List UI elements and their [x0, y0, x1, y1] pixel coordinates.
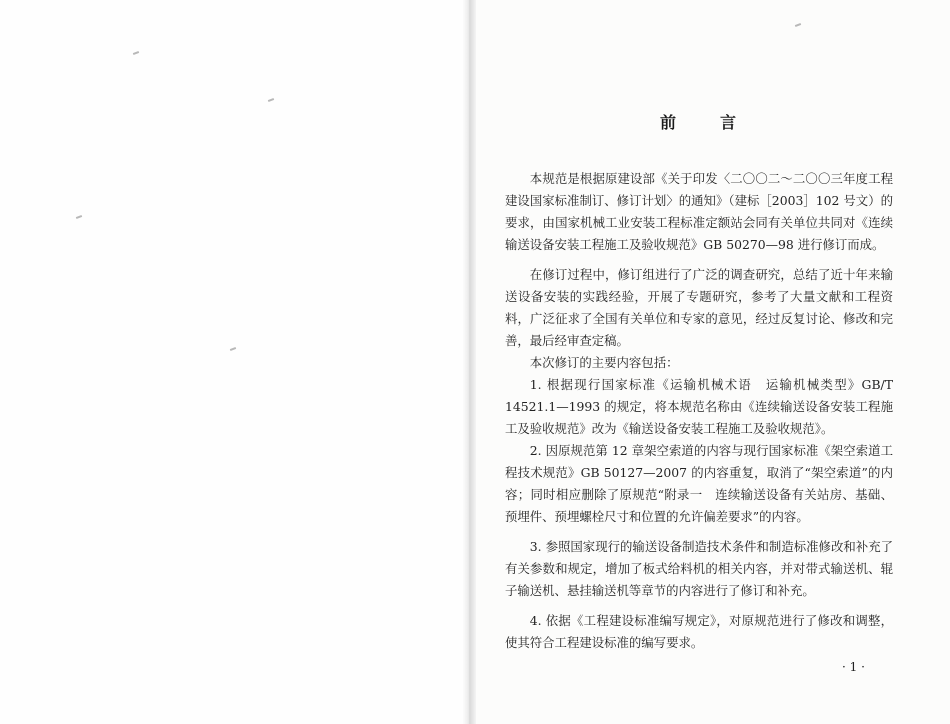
page-title: 前 言 [660, 113, 751, 132]
paragraph-item-4: 4. 依据《工程建设标准编写规定》，对原规范进行了修改和调整，使其符合工程建设标准的编写要求。 [505, 613, 893, 650]
scan-speck [133, 51, 139, 55]
paragraph-process: 在修订过程中，修订组进行了广泛的调查研究，总结了近十年来输送设备安装的实践经验，开展了专题研究，参考了大量文献和工程资料，广泛征求了全国有关单位和专家的意见，经过反复讨论、修改和完善，最后经审查定稿。 [505, 267, 893, 348]
preface-body [505, 168, 893, 654]
paragraph-item-3: 3. 参照国家现行的输送设备制造技术条件和制造标准修改和补充了有关参数和规定，增加了板式给料机的相关内容，并对带式输送机、辊子输送机、悬挂输送机等章节的内容进行了修订和补充。 [505, 539, 893, 598]
scan-speck [268, 98, 274, 102]
page-number: · 1 · [842, 660, 865, 674]
book-gutter [462, 0, 476, 724]
paragraph-intro: 本规范是根据原建设部《关于印发〈二〇〇二～二〇〇三年度工程建设国家标准制订、修订计划〉的通知》（建标［2003］102 号文）的要求，由国家机械工业安装工程标准定额站会同有关单位共同对《连续输送设备安装工程施工及验收规范》GB 50270—98 进行修订而成。 [505, 171, 893, 252]
scan-speck [230, 347, 236, 351]
scan-speck [76, 215, 82, 219]
paragraph-item-2: 2. 因原规范第 12 章架空索道的内容与现行国家标准《架空索道工程技术规范》GB 50127—2007 的内容重复，取消了“架空索道”的内容；同时相应删除了原规范“附录一 连续输送设备有关站房、基础、预埋件、预埋螺栓尺寸和位置的允许偏差要求”的内容。 [505, 443, 893, 524]
scan-speck [795, 23, 801, 27]
left-page-blank [0, 0, 466, 724]
paragraph-item-1: 1. 根据现行国家标准《运输机械术语 运输机械类型》GB/T 14521.1—1993 的规定，将本规范名称由《连续输送设备安装工程施工及验收规范》改为《输送设备安装工程施工及验收规范》。 [505, 377, 893, 436]
paragraph-summary-heading: 本次修订的主要内容包括： [529, 355, 679, 370]
